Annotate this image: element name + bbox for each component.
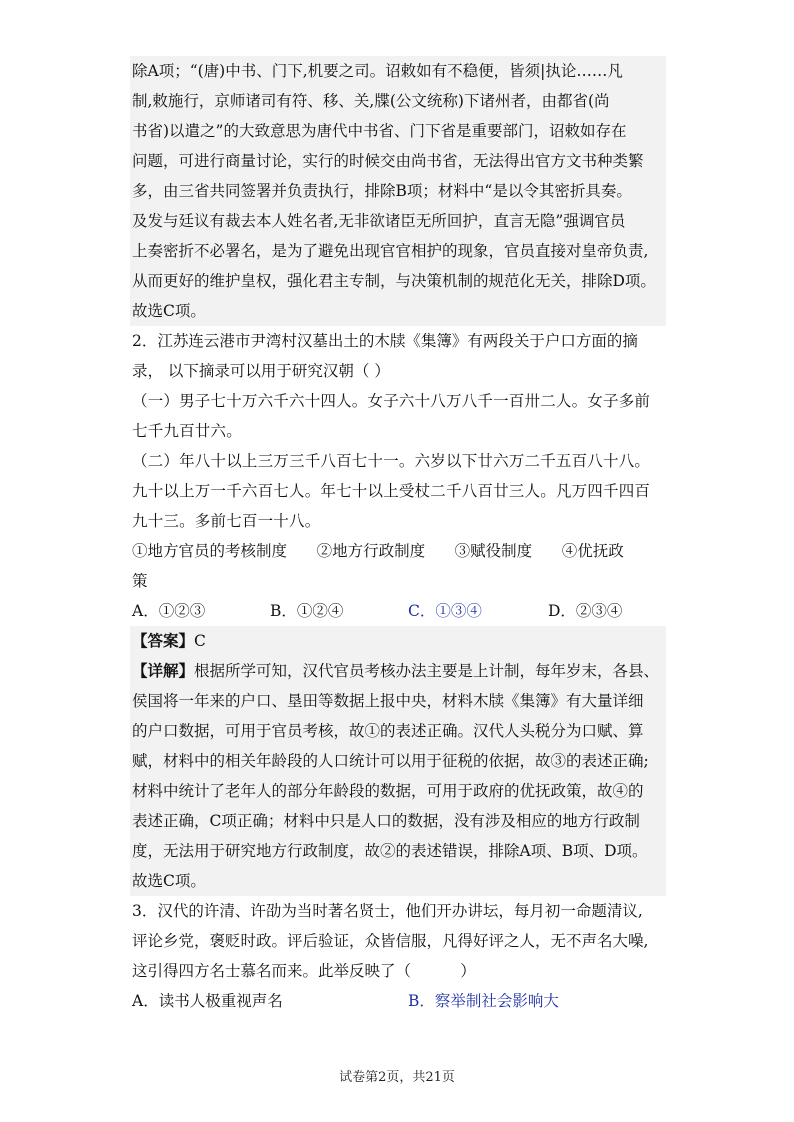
answer-options (130, 596, 666, 626)
detail-line: 故选C项。 (130, 866, 666, 896)
question-stem-line: 这引得四方名士慕名而来。此举反映了（ ） (132, 962, 476, 980)
detail-line: 度，无法用于研究地方行政制度，故②的表述错误，排除A项、B项、D项。 (130, 836, 666, 866)
detail-line: 表述正确，C项正确；材料中只是人口的数据，没有涉及相应的地方行政制 (130, 806, 666, 836)
option-d: D．②③④ (548, 602, 623, 620)
detail-line: 材料中统计了老年人的部分年龄段的数据，可用于政府的优抚政策，故④的 (130, 776, 666, 806)
question-2 (130, 326, 666, 896)
question-stem-line: 2．江苏连云港市尹湾村汉墓出土的木牍《集簿》有两段关于户口方面的摘 (132, 332, 638, 350)
option-a: A．①②③ (132, 602, 206, 620)
detail-label: 【详解】 (132, 661, 195, 680)
text-line: 书省)以遣之”的大致意思为唐代中书省、门下省是重要部门，诏敕如存在 (130, 116, 666, 146)
text-line: 及发与廷议有裁去本人姓名者,无非欲诸臣无所回护，直言无隐”强调官员 (130, 206, 666, 236)
material-line: 九十三。多前七百一十八。 (132, 512, 321, 530)
text-line: 从而更好的维护皇权，强化君主专制，与决策机制的规范化无关，排除D项。 (130, 266, 666, 296)
answer-options (130, 986, 666, 1016)
answer-label: 【答案】 (132, 631, 195, 650)
material-line: 九十以上万一千六百七人。年七十以上受杖二千八百廿三人。凡万四千四百 (132, 482, 651, 500)
statement-items-line: 策 (132, 572, 148, 590)
material-line: 七千九百廿六。 (132, 422, 242, 440)
question-stem-line: 录， 以下摘录可以用于研究汉朝（ ） (132, 362, 390, 380)
answer-value: C (194, 632, 206, 650)
text-line: 问题，可进行商量讨论，实行的时候交由尚书省，无法得出官方文书种类繁 (130, 146, 666, 176)
exam-page-content (130, 56, 666, 1016)
detail-line (130, 656, 666, 686)
statement-items-line: ①地方官员的考核制度 ②地方行政制度 ③赋役制度 ④优抚政 (132, 542, 624, 560)
option-c-highlighted: C．①③④ (408, 602, 482, 620)
detail-line: 赋，材料中的相关年龄段的人口统计可以用于征税的依据，故③的表述正确; (130, 746, 666, 776)
question-stem-line: 3．汉代的许清、许劭为当时著名贤士，他们开办讲坛，每月初一命题清议, (132, 902, 643, 920)
text-line: 除A项；“(唐)中书、门下,机要之司。诏敕如有不稳便，皆须|执论……凡 (130, 56, 666, 86)
option-b-highlighted: B．察举制社会影响大 (408, 992, 559, 1010)
option-a: A．读书人极重视声名 (132, 992, 283, 1010)
answer-line (130, 626, 666, 656)
detail-text: 根据所学可知，汉代官员考核办法主要是上计制，每年岁末，各县、 (194, 662, 660, 680)
material-line: （一）男子七十万六千六十四人。女子六十八万八千一百卅二人。女子多前 (132, 392, 651, 410)
question-stem-line: 评论乡党，褒贬时政。评后验证，众皆信服，凡得好评之人，无不声名大噪, (132, 932, 649, 950)
text-line: 故选C项。 (130, 296, 666, 326)
option-b: B．①②④ (270, 602, 344, 620)
text-line: 制,敕施行，京师诸司有符、移、关,牒(公文统称)下诸州者，由都省(尚 (130, 86, 666, 116)
question-3 (130, 896, 666, 1016)
text-line: 上奏密折不必署名，是为了避免出现官官相护的现象，官员直接对皇帝负责, (130, 236, 666, 266)
detail-line: 侯国将一年来的户口、垦田等数据上报中央，材料木牍《集簿》有大量详细 (130, 686, 666, 716)
page-footer: 试卷第2页，共21页 (339, 1070, 455, 1085)
previous-explanation (130, 56, 666, 326)
material-line: （二）年八十以上三万三千八百七十一。六岁以下廿六万二千五百八十八。 (132, 452, 651, 470)
detail-line: 的户口数据，可用于官员考核，故①的表述正确。汉代人头税分为口赋、算 (130, 716, 666, 746)
text-line: 多，由三省共同签署并负责执行，排除B项；材料中“是以令其密折具奏。 (130, 176, 666, 206)
